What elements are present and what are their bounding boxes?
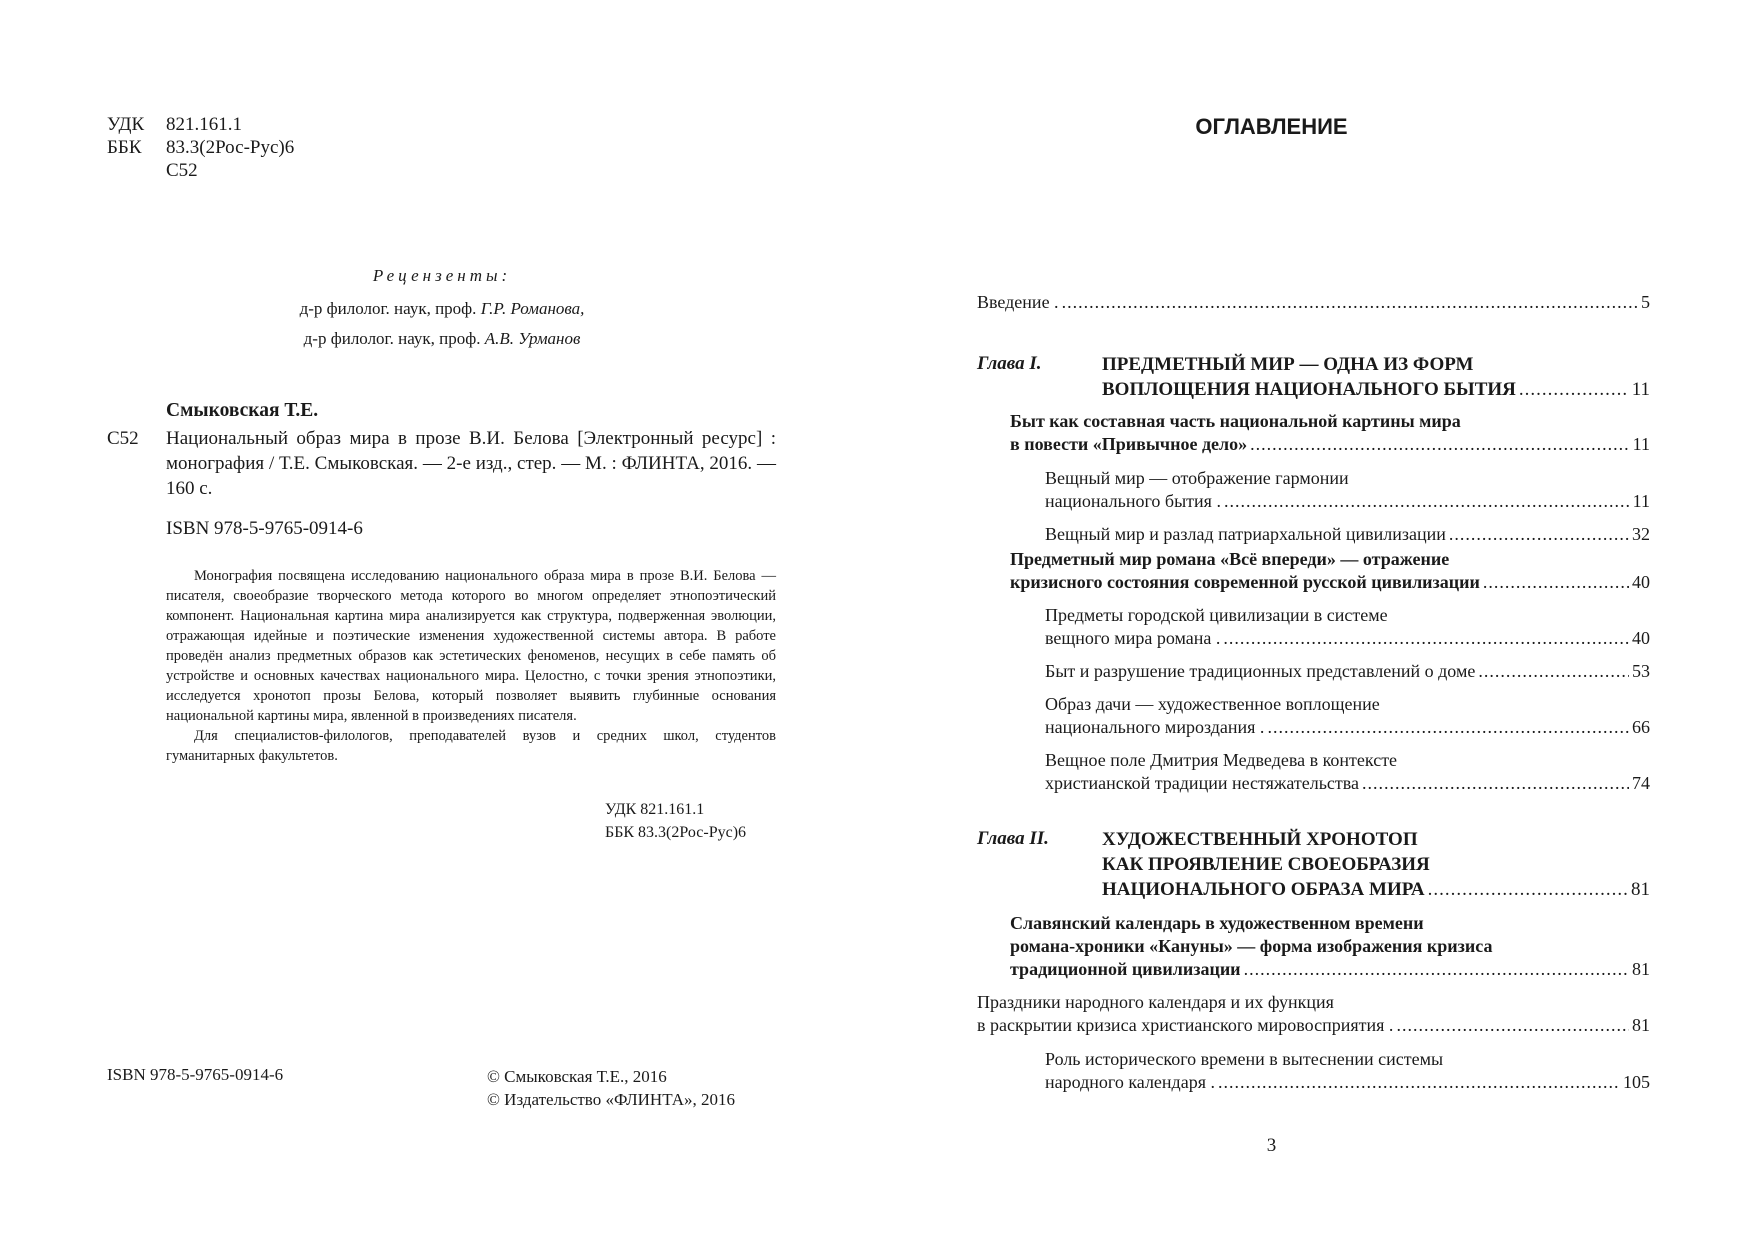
toc-page-number: 32 [1632,524,1650,544]
toc-page-number: 105 [1623,1072,1650,1092]
reviewer-1 [107,299,777,319]
toc-entry-title: Быт как составная часть национальной картины мира [1010,411,1461,431]
toc-entry-title: Роль исторического времени в вытеснении системы [1045,1049,1444,1069]
bbk-bottom: ББК 83.3(2Рос-Рус)6 [605,824,747,841]
bbk-label: ББК [107,137,142,158]
chapter-title-line: НАЦИОНАЛЬНОГО ОБРАЗА МИРА [1102,879,1425,900]
reviewer-2-name: А.В. Урманов [484,329,581,348]
toc-page-number: 11 [1632,434,1650,454]
toc-page-number: 40 [1632,572,1650,592]
copyright-line: © Издательство «ФЛИНТА», 2016 [487,1090,736,1109]
toc-section [977,410,1650,456]
isbn: ISBN 978-5-9765-0914-6 [166,518,363,539]
toc-entry-intro [977,291,1650,314]
reviewer-2-degree: д-р филолог. наук, проф. [303,329,481,348]
reviewers-title: Рецензенты: [372,266,512,285]
author-name: Смыковская Т.Е. [166,400,319,421]
toc-page-number: 53 [1632,661,1650,681]
classification-block [107,113,294,182]
chapter-title-line: ПРЕДМЕТНЫЙ МИР — ОДНА ИЗ ФОРМ [1102,354,1474,375]
toc-entry-title: Предметный мир романа «Всё впереди» — отражение [1010,549,1450,569]
classification-bottom [605,798,746,844]
toc-subsection [977,1048,1650,1094]
toc-page-number: 5 [1641,292,1650,312]
bibliographic-description: Национальный образ мира в прозе В.И. Белова [Электронный ресурс] : монография / Т.Е. Смыковская. — 2-е изд., стер. — М. : ФЛИНТА, 2016. — 160 с. [166,428,776,499]
udk-value: 821.161.1 [166,114,242,135]
abstract [166,566,776,766]
catalog-code: С52 [107,428,139,449]
reviewer-1-degree: д-р филолог. наук, проф. [299,299,477,318]
toc-entry-title: национального бытия . [1045,491,1221,511]
reviewer-2 [107,329,777,349]
toc-page-number: 66 [1632,717,1650,737]
reviewer-1-name: Г.Р. Романова, [480,299,585,318]
toc-entry-title: романа-хроники «Кануны» — форма изображения кризиса [1010,936,1493,956]
toc-entry-title: Славянский календарь в художественном времени [1010,913,1424,933]
toc-subsection [977,749,1650,795]
chapter-label: Глава II. [977,828,1049,849]
toc-subsection [977,693,1650,739]
left-page [0,0,874,1241]
toc-entry-title: Введение . [977,292,1059,312]
bbk-value: 83.3(2Рос-Рус)6 [166,137,295,158]
toc-section [977,548,1650,594]
toc-entry-title: Образ дачи — художественное воплощение [1045,694,1380,714]
toc-subsection [977,523,1650,546]
udk-label: УДК [107,114,145,135]
chapter-label: Глава I. [977,353,1042,374]
toc-entry-title: в раскрытии кризиса христианского мировосприятия . [977,1015,1394,1035]
toc-page-number: 81 [1632,1015,1650,1035]
toc-entry-title: национального мироздания . [1045,717,1265,737]
udk-bottom: УДК 821.161.1 [605,801,705,818]
right-page [874,0,1749,1241]
toc-entry-title: Вещное поле Дмитрия Медведева в контексте [1045,750,1398,770]
toc-page-number: 11 [1632,491,1650,511]
copyright-line: © Смыковская Т.Е., 2016 [487,1067,667,1086]
toc-entry-title: Предметы городской цивилизации в системе [1045,605,1388,625]
toc-page-number: 74 [1632,773,1650,793]
toc-entry-title: традиционной цивилизации [1010,959,1241,979]
toc-subsection [977,660,1650,683]
toc-subsection [977,467,1650,513]
toc-subsection [977,604,1650,650]
toc-entry-title: Вещный мир — отображение гармонии [1045,468,1349,488]
abstract-paragraph: Монография посвящена исследованию национального образа мира в прозе В.И. Белова — писателя, своеобразие творческого метода которого во многом определяет этнопоэтический компонент. Национальная картина мира анализируется как структура, подверженная эволюции, отражающая идейные и поэтические изменения художественной системы автора. В работе проведён анализ предметных образов как эстетических феноменов, несущих в себе память об устройстве и основных качествах национального мира. Целостно, с точки зрения этнопоэтики, исследуется хронотоп прозы Белова, который позволяет выявить глубинные основания национальной картины мира, явленной в произведениях писателя. [166,568,776,724]
toc-entry-title: Вещный мир и разлад патриархальной цивилизации [1045,524,1446,544]
toc-entry-title: кризисного состояния современной русской цивилизации [1010,572,1480,592]
toc-page-number: 11 [1631,379,1650,400]
chapter-title-line: ВОПЛОЩЕНИЯ НАЦИОНАЛЬНОГО БЫТИЯ [1102,379,1516,400]
page-number: 3 [1266,1135,1277,1156]
chapter-title-line: ХУДОЖЕСТВЕННЫЙ ХРОНОТОП [1102,829,1418,850]
toc-section [977,912,1650,981]
toc-entry-title: народного календаря . [1045,1072,1215,1092]
toc-subsection [977,991,1650,1037]
toc-entry-title: христианской традиции нестяжательства [1045,773,1360,793]
abstract-paragraph: Для специалистов-филологов, преподавателей вузов и средних школ, студентов гуманитарных факультетов. [166,728,776,764]
copyright [487,1065,735,1111]
toc-entry-title: Быт и разрушение традиционных представлений о доме [1045,661,1476,681]
toc-entry-title: Праздники народного календаря и их функция [977,992,1334,1012]
toc-chapter-2 [977,827,1650,907]
footer-isbn: ISBN 978-5-9765-0914-6 [107,1065,284,1084]
toc-entry-title: в повести «Привычное дело» [1010,434,1248,454]
chapter-title-line: КАК ПРОЯВЛЕНИЕ СВОЕОБРАЗИЯ [1102,854,1430,875]
toc-title: ОГЛАВЛЕНИЕ [1195,114,1348,139]
author-code: С52 [166,160,198,181]
toc-page-number: 81 [1632,959,1650,979]
toc-entry-title: вещного мира романа . [1045,628,1221,648]
toc-page-number: 81 [1631,879,1650,900]
toc-page-number: 40 [1632,628,1650,648]
